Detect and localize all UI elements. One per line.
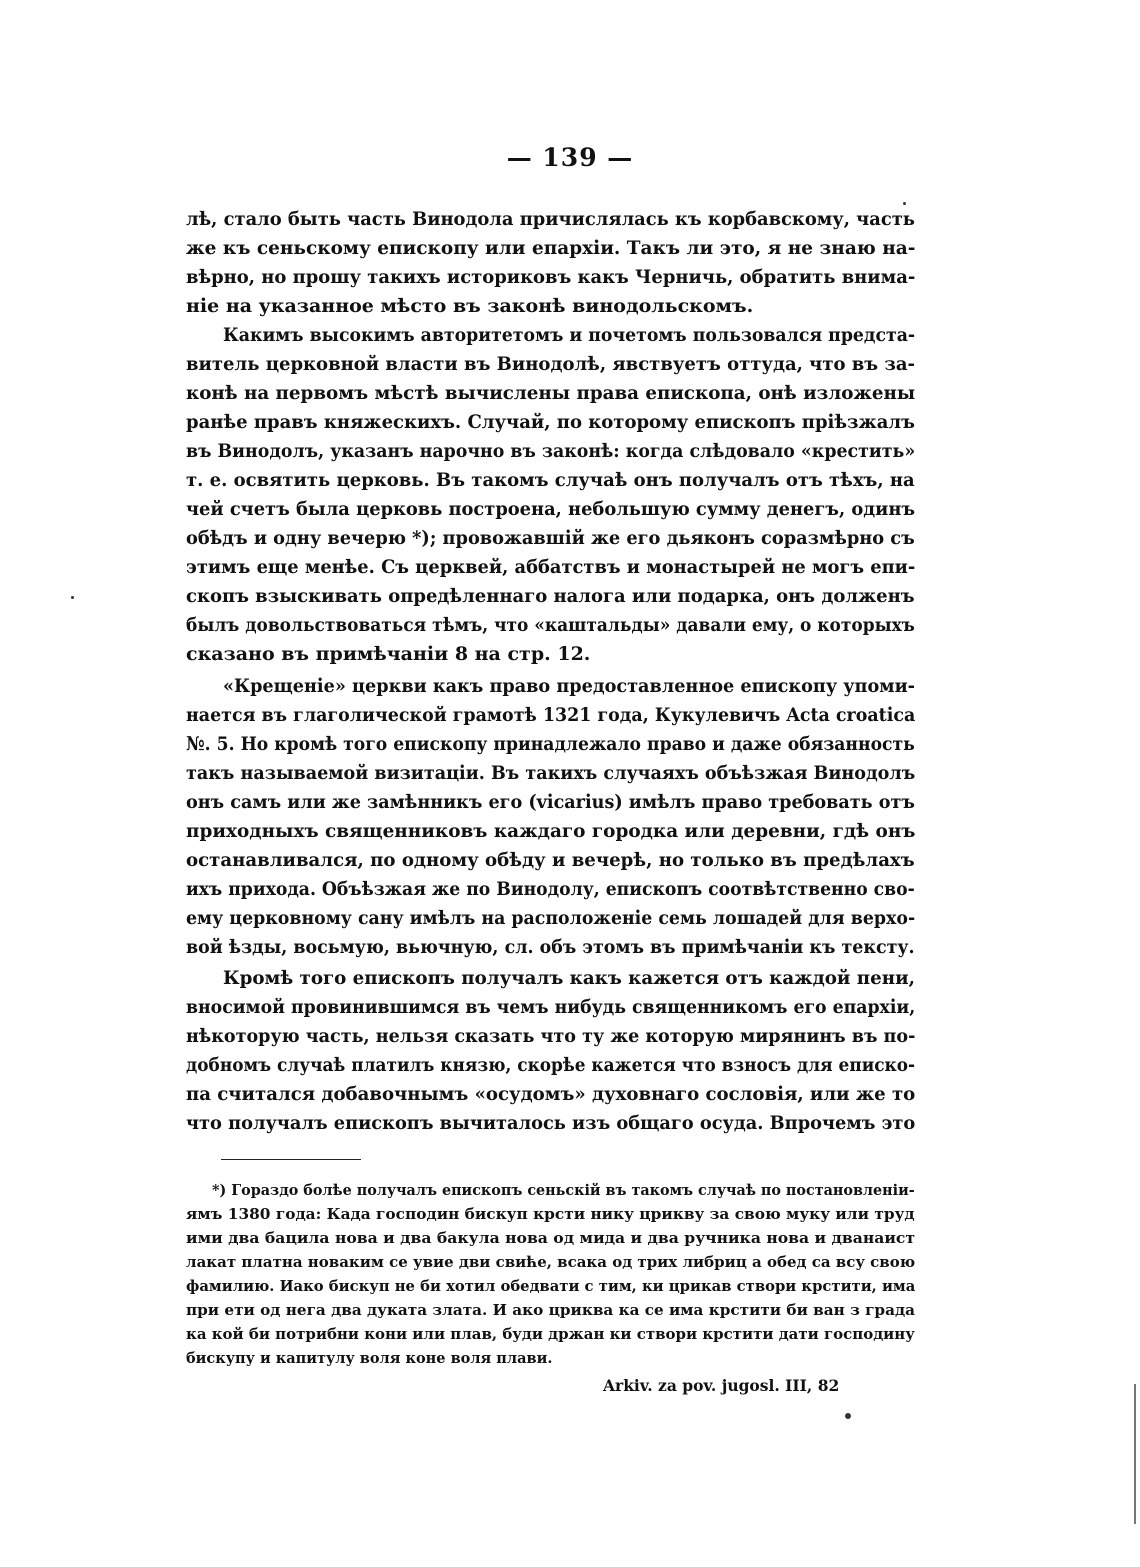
body-line: «Крещеніе» церкви какъ право предоставленное епископу упоми- [223,675,916,697]
footnote-citation: Arkiv. za pov. jugosl. III, 82 [603,1376,840,1395]
ink-speck [71,596,74,599]
ink-speck [845,1413,851,1419]
body-line: останавливался, по одному обѣду и вечерѣ, но только въ предѣлахъ [186,849,915,871]
body-line: же къ сеньскому епископу или епархіи. Такъ ли это, я не знаю на- [186,237,916,259]
body-line: обѣдъ и одну вечерю *); провожавшій же его дьяконъ соразмѣрно съ [186,527,915,549]
body-line: вѣрно, но прошу такихъ историковъ какъ Черничь, обратить внима- [186,266,916,288]
body-line: ніе на указанное мѣсто въ законѣ винодольскомъ. [186,295,754,317]
body-line: вносимой провинившимся въ чемъ нибудь священникомъ его епархіи, [186,996,916,1018]
body-line: т. е. освятить церковь. Въ такомъ случаѣ онъ получалъ отъ тѣхъ, на [186,469,915,491]
body-line: сказано въ примѣчаніи 8 на стр. 12. [186,643,591,665]
body-line: Кромѣ того епископъ получалъ какъ кажется отъ каждой пени, [223,967,915,989]
body-line: добномъ случаѣ платилъ князю, скорѣе кажется что взносъ для еписко- [186,1054,916,1076]
body-line: былъ довольствоваться тѣмъ, что «каштальды» давали ему, о которыхъ [186,614,915,636]
footnote-line: лакат платна новаким се увие дви свиће, всака од трих либриц а обед са всу свою [186,1254,916,1271]
body-line: витель церковной власти въ Винодолѣ, явствуетъ оттуда, что въ за- [186,353,916,375]
footnote-line: ямъ 1380 года: Када господин бискуп крсти нику црикву за свою муку или труд [186,1206,915,1223]
body-line: нается въ глаголической грамотѣ 1321 года, Кукулевичъ Acta croatica [186,704,916,726]
body-line: №. 5. Но кромѣ того епископу принадлежало право и даже обязанность [186,733,915,755]
footnote-line: фамилию. Иако бискуп не би хотил обедвати с тим, ки црикав створи крстити, има [186,1278,916,1295]
body-line: онъ самъ или же замѣнникъ его (vicarius) имѣлъ право требовать отъ [186,791,915,813]
footnote-line: ка кой би потрибни кони или плав, буди држан ки створи крстити дати господину [186,1326,915,1343]
footnote-divider [221,1159,361,1160]
page-number: — 139 — [506,143,634,172]
body-line: нѣкоторую часть, нельзя сказать что ту же которую мирянинъ въ по- [186,1025,916,1047]
body-line: ранѣе правъ княжескихъ. Случай, по которому епископъ пріѣзжалъ [186,411,915,433]
body-line: ихъ прихода. Объѣзжая же по Винодолу, епископъ соотвѣтственно сво- [186,878,915,900]
body-line: конѣ на первомъ мѣстѣ вычислены права епископа, онѣ изложены [186,382,916,404]
body-line: вой ѣзды, восьмую, вьючную, сл. объ этомъ въ примѣчаніи къ тексту. [186,936,915,958]
body-line: па считался добавочнымъ «осудомъ» духовнаго сословія, или же то [186,1083,916,1105]
footnote-line: бискупу и капитулу воля коне воля плави. [186,1350,553,1367]
footnote-line: *) Гораздо болѣе получалъ епископъ сеньскій въ такомъ случаѣ по постановленіи- [212,1182,915,1199]
body-line: приходныхъ священниковъ каждаго городка или деревни, гдѣ онъ [186,820,916,842]
body-line: такъ называемой визитаціи. Въ такихъ случаяхъ объѣзжая Винодолъ [186,762,916,784]
scan-edge-mark [1134,1384,1136,1524]
body-line: чей счетъ была церковь построена, небольшую сумму денегъ, одинъ [186,498,916,520]
body-line: скопъ взыскивать опредѣленнаго налога или подарка, онъ долженъ [186,585,915,607]
body-line: Какимъ высокимъ авторитетомъ и почетомъ пользовался предста- [223,324,916,346]
body-line: ему церковному сану имѣлъ на расположеніе семь лошадей для верхо- [186,907,916,929]
footnote-line: ими два бацила нова и два бакула нова од мида и два ручника нова и дванаист [186,1230,916,1247]
body-line: что получалъ епископъ вычиталось изъ общаго осуда. Впрочемъ это [186,1112,916,1134]
ink-speck [903,202,906,205]
body-line: этимъ еще менѣе. Съ церквей, аббатствъ и монастырей не могъ епи- [186,556,916,578]
footnote-line: при ети од нега два дуката злата. И ако цриква ка се има крстити би ван з града [186,1302,915,1319]
body-line: лѣ, стало быть часть Винодола причислялась къ корбавскому, часть [186,208,915,230]
body-line: въ Винодолъ, указанъ нарочно въ законѣ: когда слѣдовало «крестить» [186,440,916,462]
